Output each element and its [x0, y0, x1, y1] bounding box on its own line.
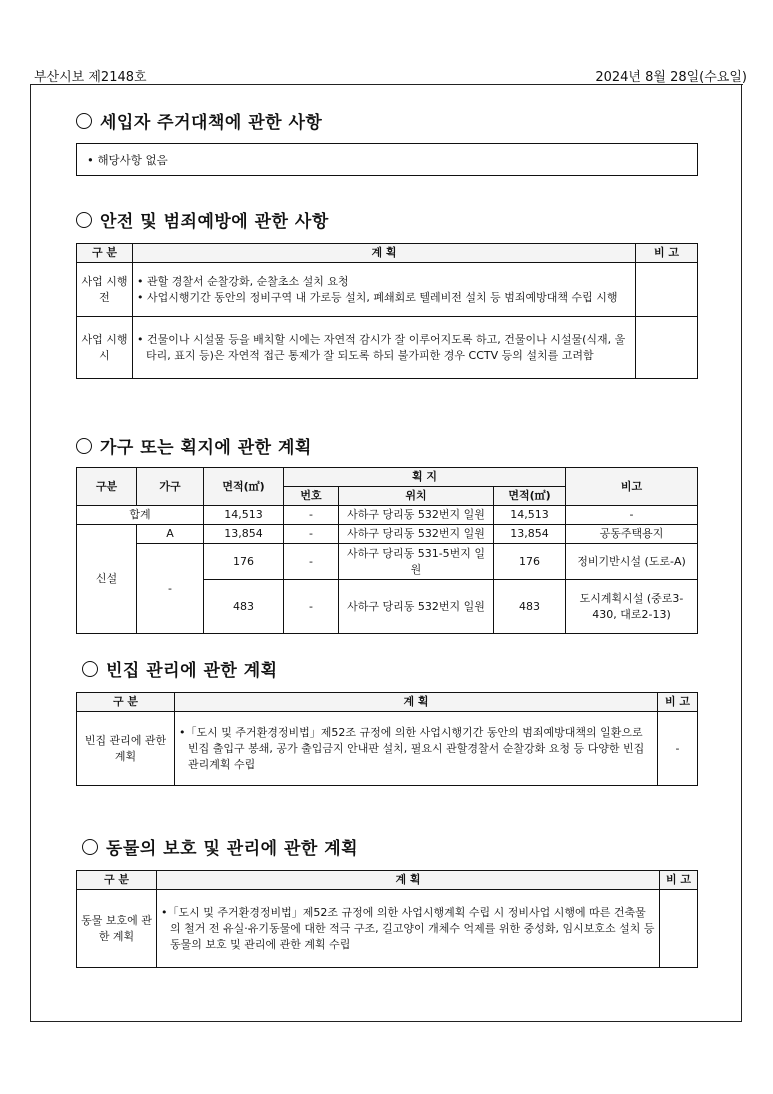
th-plan: 계 획 [133, 244, 636, 263]
cell: 사하구 당리동 531-5번지 일원 [339, 544, 494, 580]
row-label: 사업 시행시 [77, 317, 133, 379]
row-note [636, 263, 698, 317]
row-label: 빈집 관리에 관한 계획 [77, 712, 175, 786]
th-hoekji: 획 지 [284, 468, 566, 487]
section-title-safety: 안전 및 범죄예방에 관한 사항 [76, 207, 329, 232]
cell: 483 [494, 580, 566, 634]
row-plan [133, 317, 636, 379]
th-note: 비고 [566, 468, 698, 506]
th-gagu: 가구 [137, 468, 204, 506]
cell: 정비기반시설 (도로-A) [566, 544, 698, 580]
th-note: 비 고 [660, 871, 698, 890]
section-title-vacant-house: 빈집 관리에 관한 계획 [82, 656, 278, 681]
cell: - [137, 544, 204, 634]
cell: - [284, 580, 339, 634]
gazette-date: 2024년 8월 28일(수요일) [595, 70, 747, 85]
blocks-lots-table [76, 467, 698, 634]
th-plan: 계 획 [175, 693, 658, 712]
section-title-tenant-housing: 세입자 주거대책에 관한 사항 [76, 108, 322, 133]
plan-item: •「도시 및 주거환경정비법」제52조 규정에 의한 사업시행기간 동안의 범죄예방대책의 일환으로 빈집 출입구 봉쇄, 공가 출입금지 안내판 설치, 필요시 관할경찰서 순찰강화 요청 등 다양한 빈집관리계획 수립 [179, 725, 645, 771]
plan-item: •「도시 및 주거환경정비법」제52조 규정에 의한 사업시행계획 수립 시 정비사업 시행에 따른 건축물의 철거 전 유실·유기동물에 대한 적극 구조, 길고양이 개체수 억제를 위한 중성화, 임시보호소 설치 등 동물의 보호 및 관리에 관한 계획 수립 [161, 905, 655, 951]
cell: - [284, 525, 339, 544]
cell: 176 [204, 544, 284, 580]
th-loc: 위치 [339, 487, 494, 506]
table-row [77, 890, 698, 968]
row-note: - [658, 712, 698, 786]
th-num: 번호 [284, 487, 339, 506]
circle-bullet-icon [76, 113, 92, 129]
plan-item: • 관할 경찰서 순찰강화, 순찰초소 설치 요청 [137, 274, 349, 288]
row-plan [157, 890, 660, 968]
cell: 13,854 [204, 525, 284, 544]
row-plan [175, 712, 658, 786]
row-label: 동물 보호에 관한 계획 [77, 890, 157, 968]
th-area2: 면적(㎡) [494, 487, 566, 506]
row-label: 사업 시행전 [77, 263, 133, 317]
tenant-housing-box: • 해당사항 없음 [76, 143, 698, 176]
plan-item: • 사업시행기간 동안의 정비구역 내 가로등 설치, 폐쇄회로 텔레비전 설치 등 범죄예방대책 수립 시행 [137, 290, 618, 304]
circle-bullet-icon [76, 212, 92, 228]
cell: - [566, 506, 698, 525]
cell: 도시계획시설 (중로3-430, 대로2-13) [566, 580, 698, 634]
cell: 사하구 당리동 532번지 일원 [339, 580, 494, 634]
vacant-house-table [76, 692, 698, 786]
cell: 14,513 [204, 506, 284, 525]
th-plan: 계 획 [157, 871, 660, 890]
row-note [660, 890, 698, 968]
table-row [77, 544, 698, 580]
th-note: 비 고 [658, 693, 698, 712]
row-plan [133, 263, 636, 317]
table-row [77, 712, 698, 786]
plan-item: • 건물이나 시설물 등을 배치할 시에는 자연적 감시가 잘 이루어지도록 하고, 건물이나 시설물(식재, 울타리, 표지 등)은 자연적 접근 통제가 잘 되도록 하되 불가피한 경우 CCTV 등의 설치를 고려함 [137, 332, 626, 362]
table-row [77, 317, 698, 379]
cell: - [284, 544, 339, 580]
th-gubun: 구 분 [77, 693, 175, 712]
th-gubun: 구 분 [77, 244, 133, 263]
circle-bullet-icon [82, 839, 98, 855]
section-title-blocks-lots: 가구 또는 획지에 관한 계획 [76, 433, 312, 458]
table-row [77, 525, 698, 544]
table-row [77, 506, 698, 525]
new-label: 신설 [77, 525, 137, 634]
cell: 사하구 당리동 532번지 일원 [339, 525, 494, 544]
gazette-issue: 부산시보 제2148호 [34, 70, 147, 85]
cell: - [284, 506, 339, 525]
total-label: 합계 [77, 506, 204, 525]
cell: 14,513 [494, 506, 566, 525]
section-title-animal-protection: 동물의 보호 및 관리에 관한 계획 [82, 834, 358, 859]
th-note: 비 고 [636, 244, 698, 263]
cell: 13,854 [494, 525, 566, 544]
circle-bullet-icon [82, 661, 98, 677]
th-area: 면적(㎡) [204, 468, 284, 506]
row-note [636, 317, 698, 379]
cell: 공동주택용지 [566, 525, 698, 544]
th-gubun: 구분 [77, 468, 137, 506]
th-gubun: 구 분 [77, 871, 157, 890]
animal-protection-table [76, 870, 698, 968]
cell: 483 [204, 580, 284, 634]
circle-bullet-icon [76, 438, 92, 454]
cell: 사하구 당리동 532번지 일원 [339, 506, 494, 525]
cell: 176 [494, 544, 566, 580]
safety-table [76, 243, 698, 379]
cell: A [137, 525, 204, 544]
table-row [77, 263, 698, 317]
